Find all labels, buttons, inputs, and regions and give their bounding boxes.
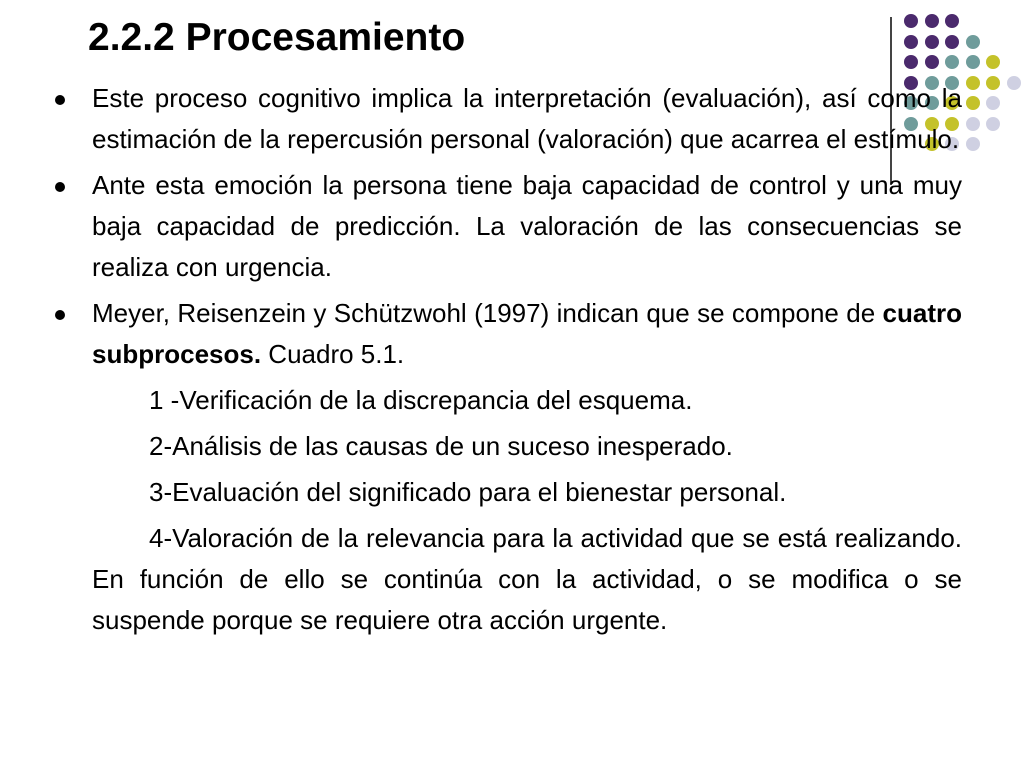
decorative-dot (945, 35, 959, 49)
decorative-dot (1007, 76, 1021, 90)
slide-title: 2.2.2 Procesamiento (88, 16, 466, 59)
decorative-dot (945, 14, 959, 28)
subprocess-3: 3-Evaluación del significado para el bienestar personal. (149, 477, 787, 507)
bullet-interpretation: Este proceso cognitivo implica la interpretación (evaluación), así como la estimación de la repercusión personal (valoración) que acarrea el estímulo. (92, 78, 962, 160)
decorative-dot (925, 55, 939, 69)
decorative-dot (925, 14, 939, 28)
decorative-dot (966, 35, 980, 49)
decorative-dot (904, 35, 918, 49)
bullet-bold-text: cuatro subprocesos. (92, 298, 962, 369)
decorative-dot (986, 55, 1000, 69)
decorative-dot (966, 117, 980, 131)
bullet-control-prediction: Ante esta emoción la persona tiene baja capacidad de control y una muy baja capacidad de predicción. La valoración de las consecuencias se realiza con urgencia. (92, 165, 962, 288)
subprocess-4: 4-Valoración de la relevancia para la actividad que se está realizando. En función de ello se continúa con la actividad, o se modifica o se suspende porque se requiere otra acción urgente. (92, 523, 962, 635)
decorative-dot (986, 117, 1000, 131)
decorative-dot (966, 96, 980, 110)
subprocess-2: 2-Análisis de las causas de un suceso inesperado. (149, 431, 733, 461)
bullet-four-subprocesses (92, 293, 962, 375)
decorative-dot (925, 35, 939, 49)
bullet-text-after: Cuadro 5.1. (261, 339, 405, 369)
decorative-dot (904, 14, 918, 28)
decorative-dot (986, 76, 1000, 90)
slide-body (92, 78, 962, 641)
subprocess-1: 1 -Verificación de la discrepancia del esquema. (149, 385, 693, 415)
decorative-dot (904, 55, 918, 69)
decorative-dot (966, 76, 980, 90)
decorative-dot (966, 137, 980, 151)
decorative-dot (945, 55, 959, 69)
decorative-dot (986, 96, 1000, 110)
decorative-dot (966, 55, 980, 69)
bullet-text-before: Meyer, Reisenzein y Schützwohl (1997) indican que se compone de (92, 298, 883, 328)
